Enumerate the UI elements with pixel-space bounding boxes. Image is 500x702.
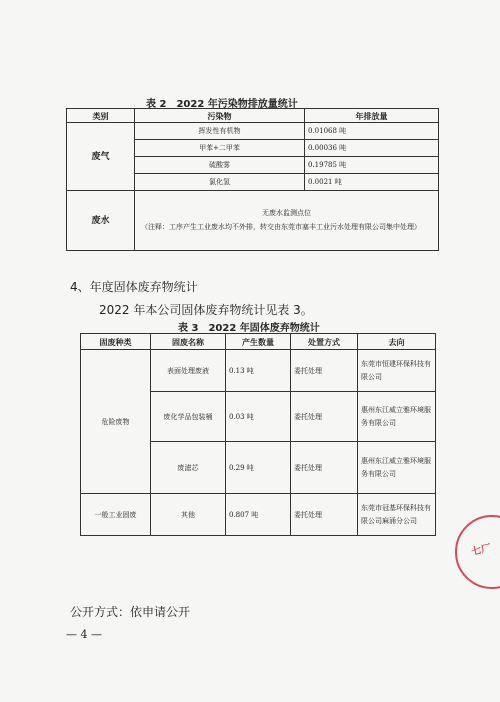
pollutant-emission-table — [66, 108, 439, 251]
pollutant-name: 氯化氢 — [135, 174, 305, 191]
category-gas: 废气 — [67, 123, 135, 191]
waste-quantity: 0.03 吨 — [226, 392, 291, 442]
water-no-monitoring: 无废水监测点位 — [262, 208, 311, 217]
header-waste-type: 固废种类 — [81, 334, 151, 350]
waste-name: 表面处理废液 — [151, 350, 226, 392]
header-annual-emission: 年排放量 — [305, 109, 439, 123]
disposal-method: 委托处理 — [291, 392, 358, 442]
waste-destination: 惠州东江威立雅环境服务有限公司 — [358, 392, 436, 442]
page-number: — 4 — — [66, 628, 102, 641]
solid-waste-table — [80, 333, 436, 536]
pollutant-name: 硫酸雾 — [135, 157, 305, 174]
emission-amount: 0.0021 吨 — [305, 174, 439, 191]
water-remark: （注释：工序产生工业废水均不外排，转交由东莞市塞丰工业污水处理有限公司集中处理） — [141, 222, 421, 231]
table3-caption: 表 3 2022 年固体废弃物统计 — [178, 323, 320, 334]
header-disposal-method: 处置方式 — [291, 334, 358, 350]
company-seal — [455, 515, 500, 589]
waste-quantity: 0.13 吨 — [226, 350, 291, 392]
table-row — [81, 494, 436, 536]
table-row — [67, 191, 439, 251]
header-quantity: 产生数量 — [226, 334, 291, 350]
table-row — [67, 123, 439, 140]
disclosure-method: 公开方式：依申请公开 — [70, 605, 191, 619]
emission-amount: 0.19785 吨 — [305, 157, 439, 174]
disposal-method: 委托处理 — [291, 442, 358, 494]
waste-name: 其他 — [151, 494, 226, 536]
table-row — [81, 350, 436, 392]
category-water: 废水 — [67, 191, 135, 251]
category-general: 一般工业固废 — [81, 494, 151, 536]
section-paragraph: 2022 年本公司固体废弃物统计见表 3。 — [99, 303, 313, 317]
header-waste-name: 固废名称 — [151, 334, 226, 350]
disposal-method: 委托处理 — [291, 494, 358, 536]
table-header-row — [81, 334, 436, 350]
waste-name: 废化学品包装桶 — [151, 392, 226, 442]
header-pollutant: 污染物 — [135, 109, 305, 123]
waste-destination: 东莞市冠基环保科技有限公司麻涌分公司 — [358, 494, 436, 536]
pollutant-name: 甲苯+二甲苯 — [135, 140, 305, 157]
table-header-row — [67, 109, 439, 123]
waste-quantity: 0.29 吨 — [226, 442, 291, 494]
waste-name: 废滤芯 — [151, 442, 226, 494]
emission-amount: 0.00036 吨 — [305, 140, 439, 157]
category-hazardous: 危险废物 — [81, 350, 151, 494]
header-destination: 去向 — [358, 334, 436, 350]
emission-amount: 0.01068 吨 — [305, 123, 439, 140]
section-heading: 4、年度固体废弃物统计 — [70, 280, 198, 294]
disposal-method: 委托处理 — [291, 350, 358, 392]
water-note-cell — [135, 191, 439, 251]
table2-caption: 表 2 2022 年污染物排放量统计 — [146, 99, 298, 110]
pollutant-name: 挥发性有机物 — [135, 123, 305, 140]
header-category: 类别 — [67, 109, 135, 123]
waste-quantity: 0.807 吨 — [226, 494, 291, 536]
waste-destination: 惠州东江威立雅环境服务有限公司 — [358, 442, 436, 494]
waste-destination: 东莞市恒建环保科技有限公司 — [358, 350, 436, 392]
seal-text: 七厂 — [470, 542, 493, 558]
